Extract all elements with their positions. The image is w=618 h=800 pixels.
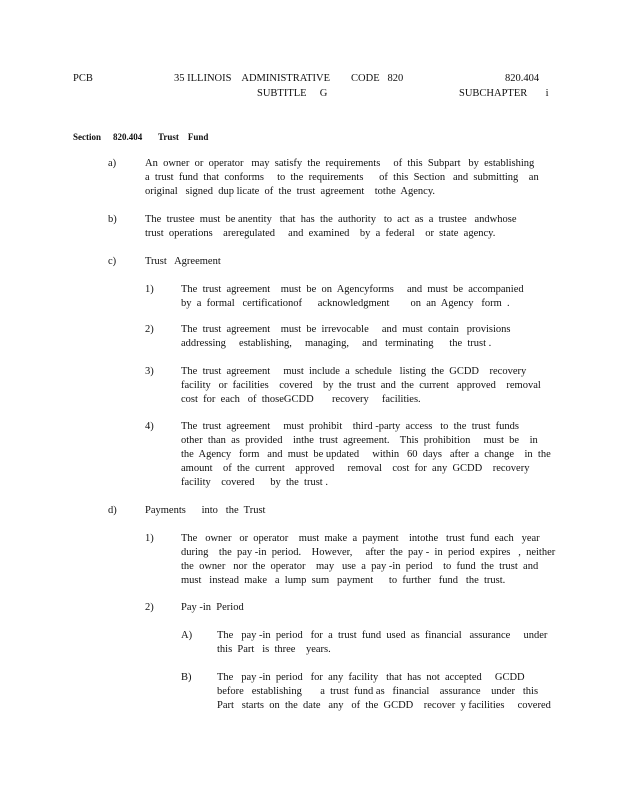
para-d2B-line: Part starts on the date any of the GCDD recover y facilities covered: [217, 700, 551, 711]
header-section-number: 820.404: [505, 73, 540, 84]
para-c4-line: other than as provided inthe trust agreement. This prohibition must be in: [181, 435, 538, 446]
para-c1: [181, 283, 524, 311]
para-b-line: trust operations areregulated and examined by a federal or state agency.: [145, 228, 496, 239]
para-c-line: Trust Agreement: [145, 256, 221, 267]
para-c3-line: cost for each of thoseGCDD recovery facilities.: [181, 394, 421, 405]
para-c-label: c): [108, 256, 117, 267]
para-c4-label: 4): [145, 421, 154, 432]
para-d2: [181, 601, 244, 615]
para-d2-line: Pay -in Period: [181, 602, 244, 613]
para-d2A-line: this Part is three years.: [217, 644, 331, 655]
para-c4-line: amount of the current approved removal cost for any GCDD recovery: [181, 463, 530, 474]
para-c1-label: 1): [145, 284, 154, 295]
para-d1-line: must instead make a lump sum payment to further fund the trust.: [181, 575, 506, 586]
section-title: Trust Fund: [158, 132, 209, 142]
para-d2B-line: The pay -in period for any facility that has not accepted GCDD: [217, 672, 525, 683]
para-c3-line: The trust agreement must include a schedule listing the GCDD recovery: [181, 366, 527, 377]
para-c3: [181, 365, 541, 407]
para-c2-line: addressing establishing, managing, and terminating the trust .: [181, 338, 492, 349]
para-c4-line: the Agency form and must be updated within 60 days after a change in the: [181, 449, 551, 460]
para-a-line: An owner or operator may satisfy the requirements of this Subpart by establishing: [145, 158, 535, 169]
para-d2A: [217, 629, 547, 657]
para-d2B-line: before establishing a trust fund as financial assurance under this: [217, 686, 539, 697]
para-d1-line: during the pay -in period. However, after the pay - in period expires , neither: [181, 547, 556, 558]
header-subchapter: SUBCHAPTER i: [459, 88, 549, 99]
para-d-label: d): [108, 505, 117, 516]
para-b-line: The trustee must be anentity that has the authority to act as a trustee andwhose: [145, 214, 517, 225]
header-title: 35 ILLINOIS ADMINISTRATIVE CODE 820: [174, 73, 404, 84]
para-a-label: a): [108, 158, 117, 169]
para-a-line: original signed dup licate of the trust agreement tothe Agency.: [145, 186, 436, 197]
para-c: [145, 255, 221, 269]
section-label: Section: [73, 132, 101, 142]
para-d1-line: The owner or operator must make a payment intothe trust fund each year: [181, 533, 540, 544]
para-c1-line: The trust agreement must be on Agencyforms and must be accompanied: [181, 284, 524, 295]
para-c2: [181, 323, 511, 351]
para-d1-label: 1): [145, 533, 154, 544]
para-d2A-line: The pay -in period for a trust fund used as financial assurance under: [217, 630, 548, 641]
para-c1-line: by a formal certificationof acknowledgment on an Agency form .: [181, 298, 510, 309]
para-a-line: a trust fund that conforms to the requirements of this Section and submitting an: [145, 172, 539, 183]
para-d2-label: 2): [145, 602, 154, 613]
para-d1: [181, 532, 555, 588]
para-a: [145, 157, 539, 199]
para-c2-line: The trust agreement must be irrevocable and must contain provisions: [181, 324, 511, 335]
para-c2-label: 2): [145, 324, 154, 335]
para-d2B: [217, 671, 551, 713]
section-number: 820.404: [113, 132, 143, 142]
header-agency: PCB: [73, 73, 93, 84]
para-c3-label: 3): [145, 366, 154, 377]
para-c4: [181, 420, 551, 490]
header-subtitle: SUBTITLE G: [257, 88, 328, 99]
para-c3-line: facility or facilities covered by the trust and the current approved removal: [181, 380, 541, 391]
para-b-label: b): [108, 214, 117, 225]
para-d-line: Payments into the Trust: [145, 505, 266, 516]
para-d2A-label: A): [181, 630, 193, 641]
para-c4-line: The trust agreement must prohibit third -party access to the trust funds: [181, 421, 519, 432]
para-d1-line: the owner nor the operator may use a pay -in period to fund the trust and: [181, 561, 539, 572]
para-d2B-label: B): [181, 672, 192, 683]
para-d: [145, 504, 265, 518]
para-b: [145, 213, 516, 241]
para-c4-line: facility covered by the trust .: [181, 477, 328, 488]
